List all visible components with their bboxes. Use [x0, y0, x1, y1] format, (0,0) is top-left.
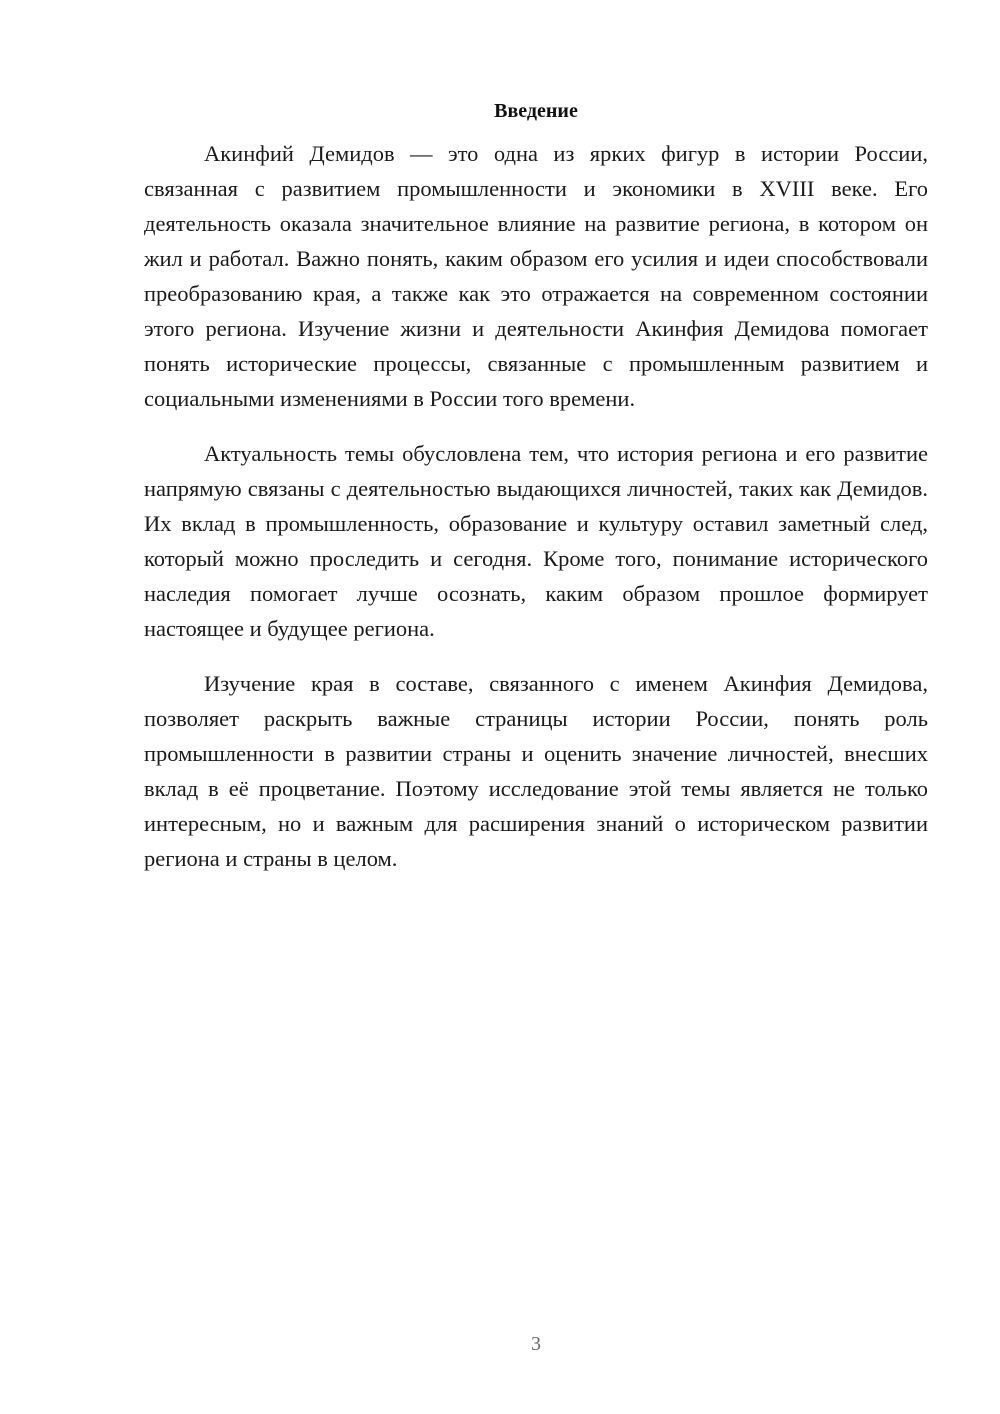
- section-heading: Введение: [494, 100, 578, 122]
- paragraph-2: Актуальность темы обусловлена тем, что история региона и его развитие напрямую связаны с деятельностью выдающихся личностей, таких как Демидов. Их вклад в промышленность, образование и культуру оставил заметный след, который можно проследить и сегодня. Кроме того, понимание исторического наследия помогает лучше осознать, каким образом прошлое формирует настоящее и будущее региона.: [144, 441, 928, 641]
- page-number: 3: [531, 1333, 541, 1355]
- paragraph-1: Акинфий Демидов — это одна из ярких фигур в истории России, связанная с развитием промышленности и экономики в XVIII веке. Его деятельность оказала значительное влияние на развитие региона, в котором он жил и работал. Важно понять, каким образом его усилия и идеи способствовали преобразованию края, а также как это отражается на современном состоянии этого региона. Изучение жизни и деятельности Акинфия Демидова помогает понять исторические процессы, связанные с промышленным развитием и социальными изменениями в России того времени.: [144, 141, 928, 411]
- page-content: [144, 96, 928, 896]
- paragraph-3: Изучение края в составе, связанного с именем Акинфия Демидова, позволяет раскрыть важные страницы истории России, понять роль промышленности в развитии страны и оценить значение личностей, внесших вклад в её процветание. Поэтому исследование этой темы является не только интересным, но и важным для расширения знаний о историческом развитии региона и страны в целом.: [144, 671, 928, 871]
